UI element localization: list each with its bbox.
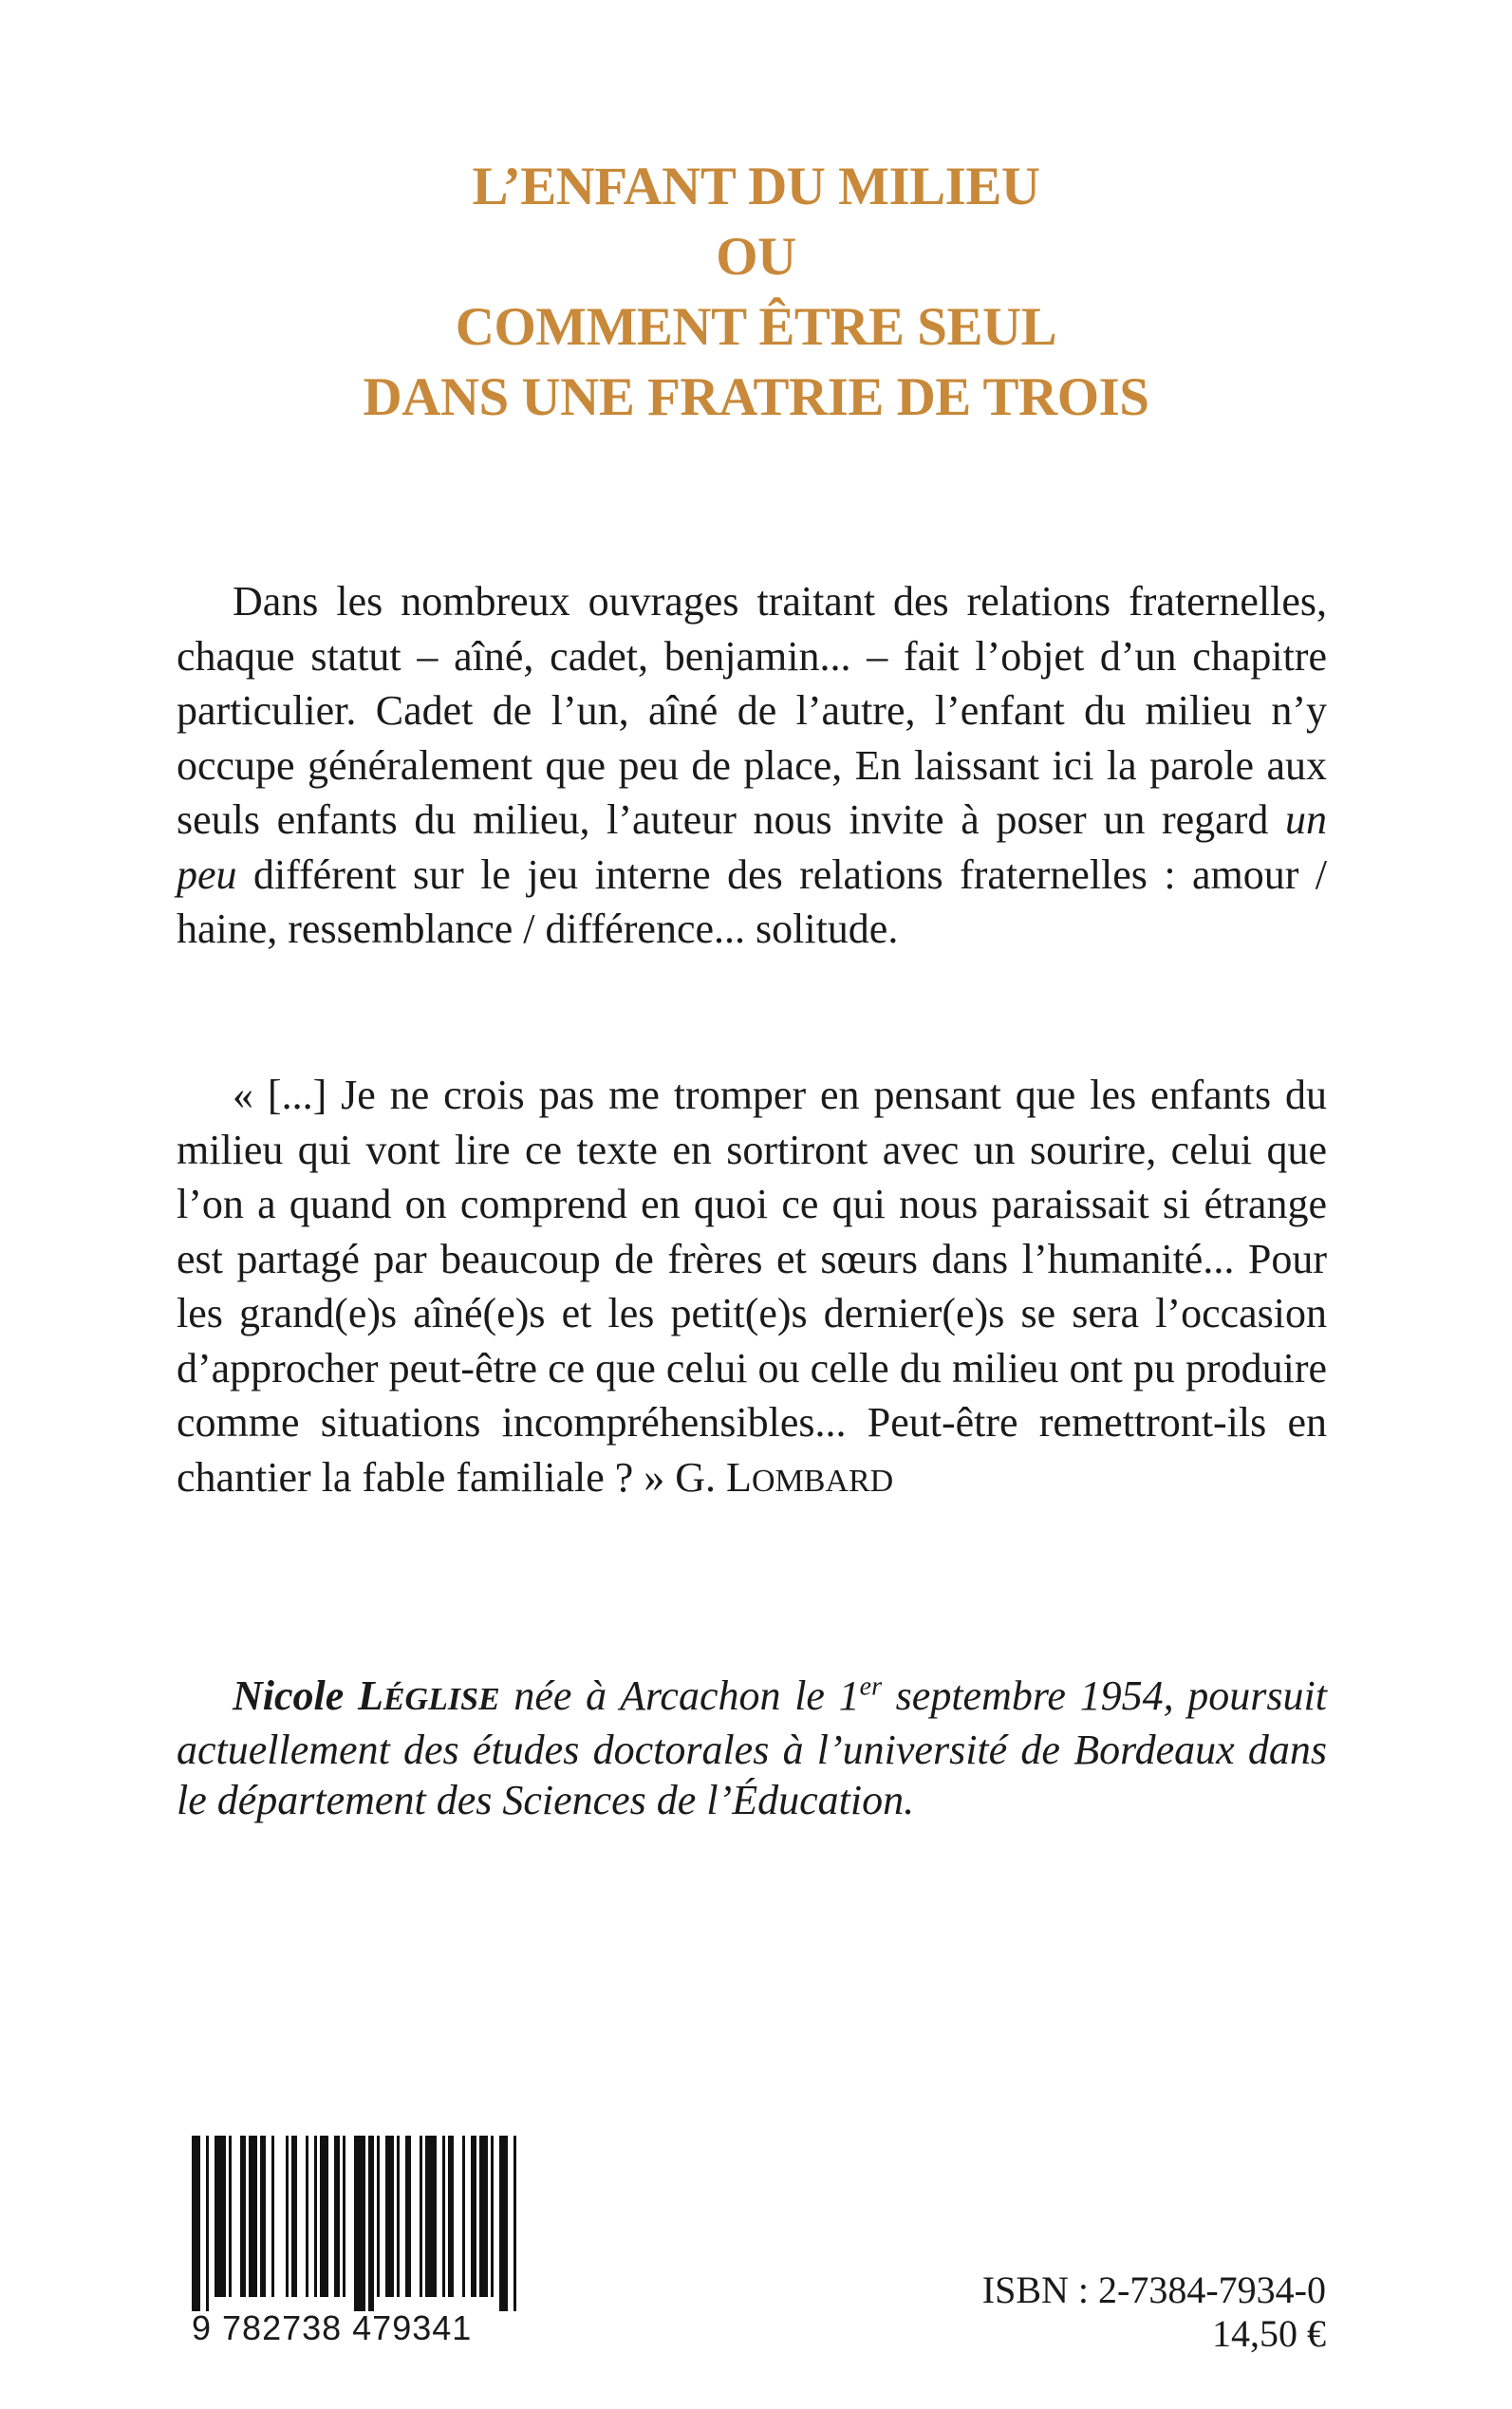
barcode-bar xyxy=(462,2136,465,2297)
barcode-bar xyxy=(368,2136,374,2311)
author-first-name: Nicole xyxy=(233,1672,358,1719)
price: 14,50 € xyxy=(1212,2312,1326,2355)
barcode-bar xyxy=(314,2136,317,2297)
barcode-bar xyxy=(192,2136,200,2311)
barcode-bar xyxy=(306,2136,308,2297)
book-title xyxy=(0,152,1512,433)
barcode-bar xyxy=(354,2136,365,2311)
summary-text-end: différent sur le jeu interne des relations fraternelles : amour / haine, ressemblance / différence... solitude. xyxy=(177,850,1327,952)
barcode-bar xyxy=(249,2136,257,2297)
isbn-label: ISBN : 2-7384-7934-0 xyxy=(981,2269,1326,2311)
barcode-bar xyxy=(499,2136,508,2311)
author-bio-part2: septembre 1954, poursuit actuellement des études doctorales à l’université de Bordeaux dans le département des Sciences de l’Éducation. xyxy=(177,1672,1327,1823)
barcode-bar xyxy=(206,2136,209,2311)
quote-text: « [...] Je ne crois pas me tromper en pensant que les enfants du milieu qui vont lire ce texte en sortiront avec un sourire, celui que l’on a quand on comprend en quoi ce qui nous paraissait si étrange est partagé par beaucoup de frères et sœurs dans l’humanité... Pour les grand(e)s aîné(e)s et les petit(e)s dernier(e)s se sera l’occasion d’approcher peut-être ce que celui ou celle du milieu ont pu produire comme situations incompréhensibles... Peut-être remettront-ils en chantier la fable familiale ? » xyxy=(177,1072,1327,1501)
barcode-bar xyxy=(397,2136,400,2297)
author-last-name-rest: ÉGLISE xyxy=(383,1682,500,1717)
author-last-name-initial: L xyxy=(357,1672,383,1719)
isbn-block xyxy=(982,2269,1326,2356)
barcode-bar xyxy=(240,2136,246,2297)
author-bio xyxy=(177,1671,1327,1825)
quote-paragraph xyxy=(177,1068,1327,1508)
barcode-bar xyxy=(425,2136,437,2297)
barcode-bar xyxy=(377,2136,380,2297)
title-line-4: DANS UNE FRATRIE DE TROIS xyxy=(363,367,1149,427)
barcode-bar xyxy=(420,2136,422,2297)
author-bio-sup: er xyxy=(859,1671,882,1702)
barcode-bar xyxy=(334,2136,340,2297)
barcode-bar xyxy=(448,2136,454,2297)
barcode-bar xyxy=(291,2136,297,2297)
barcode-bar xyxy=(229,2136,232,2297)
barcode-bar xyxy=(513,2136,516,2311)
barcode-bar xyxy=(491,2136,494,2297)
summary-emphasis: un peu xyxy=(177,796,1327,898)
author-bio-part1: née à Arcachon le 1 xyxy=(499,1672,860,1719)
title-line-3: COMMENT ÊTRE SEUL xyxy=(455,297,1057,357)
barcode-bar xyxy=(479,2136,488,2297)
barcode-digits: 9 782738 479341 xyxy=(192,2308,473,2347)
summary-paragraph xyxy=(177,574,1327,957)
barcode-bar xyxy=(405,2136,411,2297)
barcode-bar xyxy=(260,2136,266,2297)
barcode-bar xyxy=(442,2136,445,2297)
barcode-bar xyxy=(271,2136,274,2297)
barcode-bars xyxy=(192,2136,533,2311)
barcode xyxy=(192,2136,533,2311)
summary-text: Dans les nombreux ouvrages traitant des relations fraternelles, chaque statut – aîné, cadet, benjamin... – fait l’objet d’un chapitre particulier. Cadet de l’un, aîné de l’autre, l’enfant du milieu n’y occupe généralement que peu de place, En laissant ici la parole aux seuls enfants du milieu, l’auteur nous invite à poser un regard xyxy=(177,578,1327,843)
quote-attribution-rest: OMBARD xyxy=(751,1463,894,1499)
title-line-2: OU xyxy=(716,227,796,287)
barcode-bar xyxy=(471,2136,476,2297)
barcode-bar xyxy=(215,2136,226,2297)
barcode-bar xyxy=(320,2136,328,2297)
title-line-1: L’ENFANT DU MILIEU xyxy=(472,157,1040,216)
barcode-bar xyxy=(385,2136,394,2297)
quote-attribution-initial: G. L xyxy=(675,1453,752,1501)
barcode-bar xyxy=(343,2136,345,2297)
barcode-bar xyxy=(286,2136,289,2297)
